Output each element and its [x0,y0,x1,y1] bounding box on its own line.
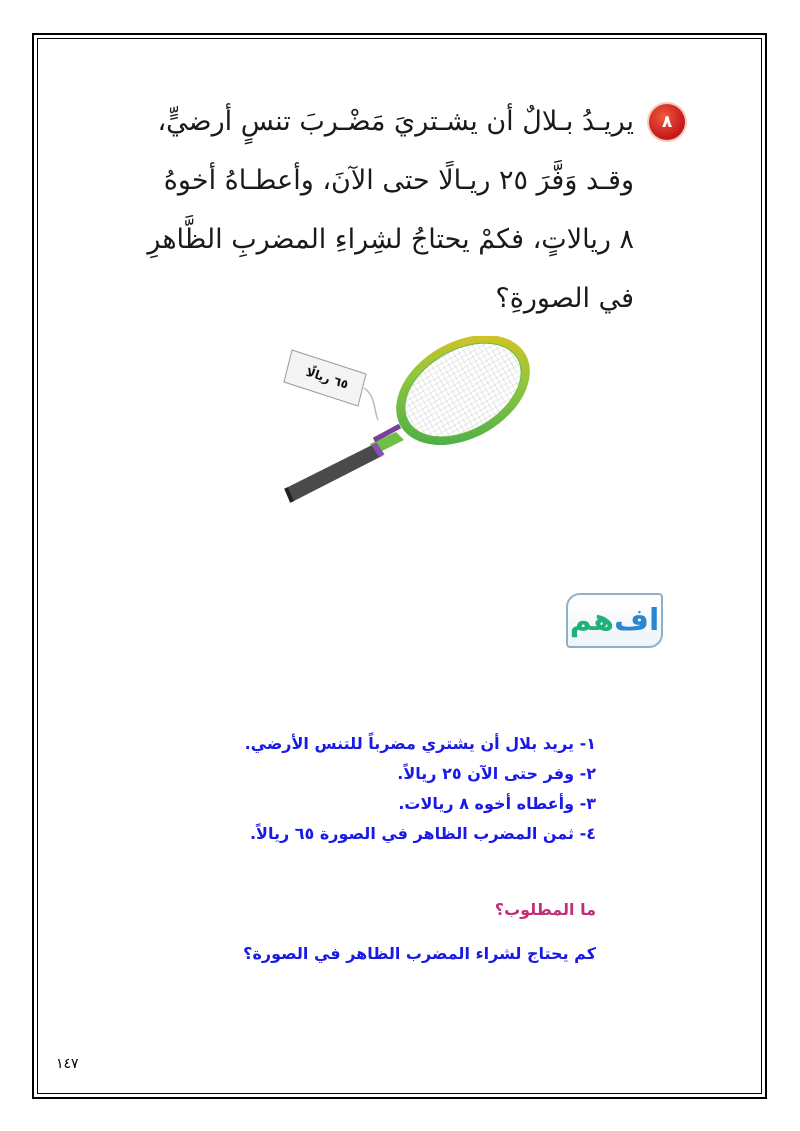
fact-item: ٤- ثمن المضرب الظاهر في الصورة ٦٥ ريالاً. [249,824,596,843]
problem-text [130,92,634,328]
tennis-racket-image [278,336,544,506]
price-tag-label: ٦٥ ريالًا [304,364,351,392]
problem-line: ٨ ريالاتٍ، فكمْ يحتاجُ لشِراءِ المضربِ الظَّاهرِ [147,224,634,255]
understand-section-label [566,593,663,648]
price-tag [284,350,378,420]
problem-line: وقـد وَفَّرَ ٢٥ ريـالًا حتى الآنَ، وأعطـاهُ أخوهُ [163,165,634,196]
fact-item: ٢- وفر حتى الآن ٢٥ ريالاً. [397,764,596,783]
fact-item: ١- يريد بلال أن يشتري مضرباً للتنس الأرضي. [244,734,596,753]
afham-part1: اف [614,603,660,638]
page-number: ١٤٧ [56,1056,79,1072]
afham-part2: هم [569,603,615,638]
problem-line: يريـدُ بـلالٌ أن يشـتريَ مَضْـربَ تنسٍ أرضيٍّ، [157,106,634,137]
fact-item: ٣- وأعطاه أخوه ٨ ريالات. [398,794,596,813]
problem-number-badge: ٨ [649,104,685,140]
required-question: كم يحتاج لشراء المضرب الظاهر في الصورة؟ [243,944,596,963]
given-facts-list [245,729,596,849]
problem-line: في الصورةِ؟ [495,283,634,314]
required-heading: ما المطلوب؟ [494,900,596,919]
problem-8 [130,92,682,328]
